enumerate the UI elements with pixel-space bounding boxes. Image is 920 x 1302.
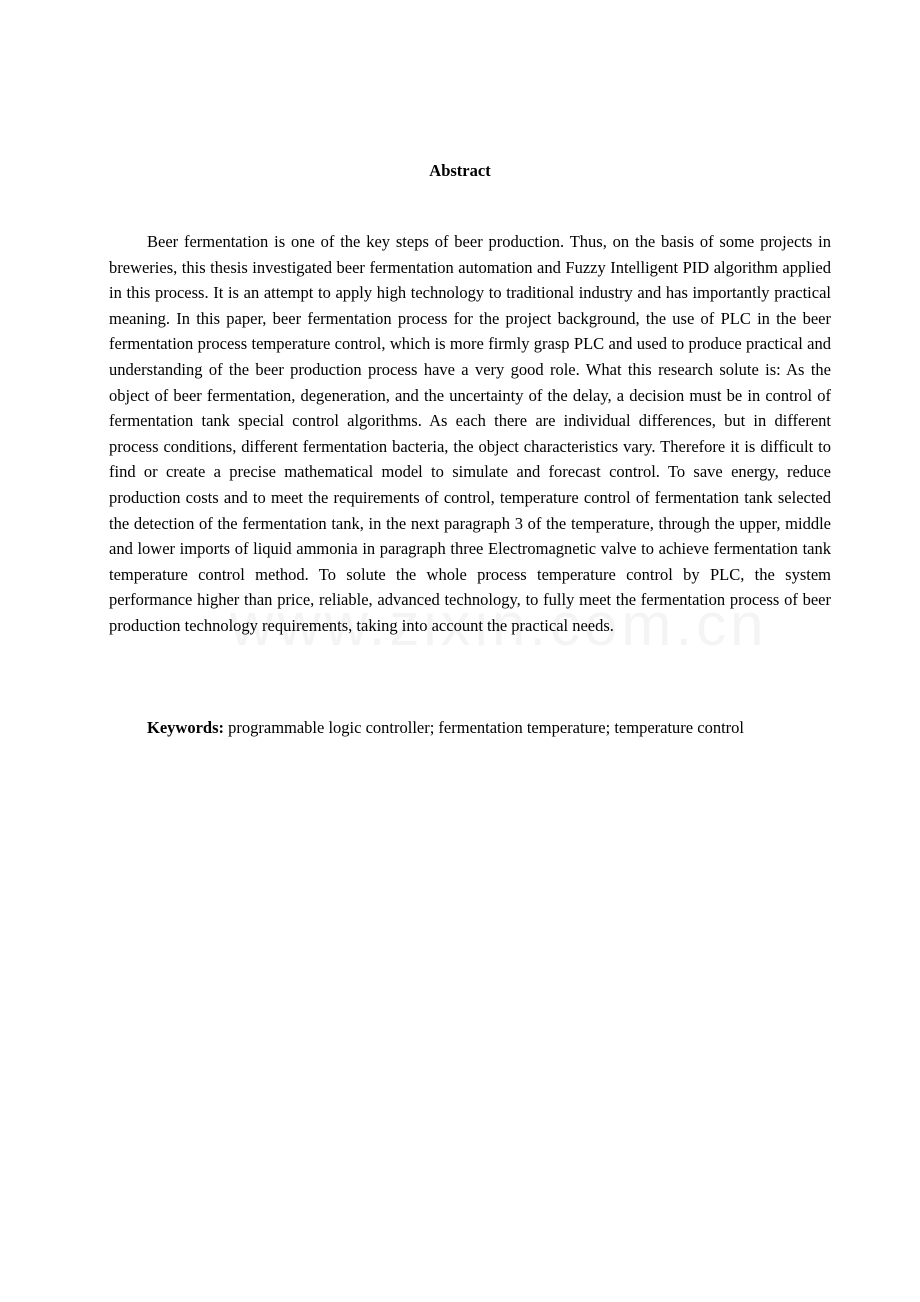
- keywords-line: [109, 715, 831, 740]
- keywords-label: Keywords:: [147, 718, 224, 737]
- abstract-body: Beer fermentation is one of the key steps of beer production. Thus, on the basis of some projects in breweries, this thesis investigated beer fermentation automation and Fuzzy Intelligent PID algorithm applied in this process. It is an attempt to apply high technology to traditional industry and has importantly practical meaning. In this paper, beer fermentation process for the project background, the use of PLC in the beer fermentation process temperature control, which is more firmly grasp PLC and used to produce practical and understanding of the beer production process have a very good role. What this research solute is: As the object of beer fermentation, degeneration, and the uncertainty of the delay, a decision must be in control of fermentation tank special control algorithms. As each there are individual differences, but in different process conditions, different fermentation bacteria, the object characteristics vary. Therefore it is difficult to find or create a precise mathematical model to simulate and forecast control. To save energy, reduce production costs and to meet the requirements of control, temperature control of fermentation tank selected the detection of the fermentation tank, in the next paragraph 3 of the temperature, through the upper, middle and lower imports of liquid ammonia in paragraph three Electromagnetic valve to achieve fermentation tank temperature control method. To solute the whole process temperature control by PLC, the system performance higher than price, reliable, advanced technology, to fully meet the fermentation process of beer production technology requirements, taking into account the practical needs.: [109, 232, 831, 635]
- abstract-title: Abstract: [429, 161, 491, 180]
- keywords-text: programmable logic controller; fermentation temperature; temperature control: [224, 718, 744, 737]
